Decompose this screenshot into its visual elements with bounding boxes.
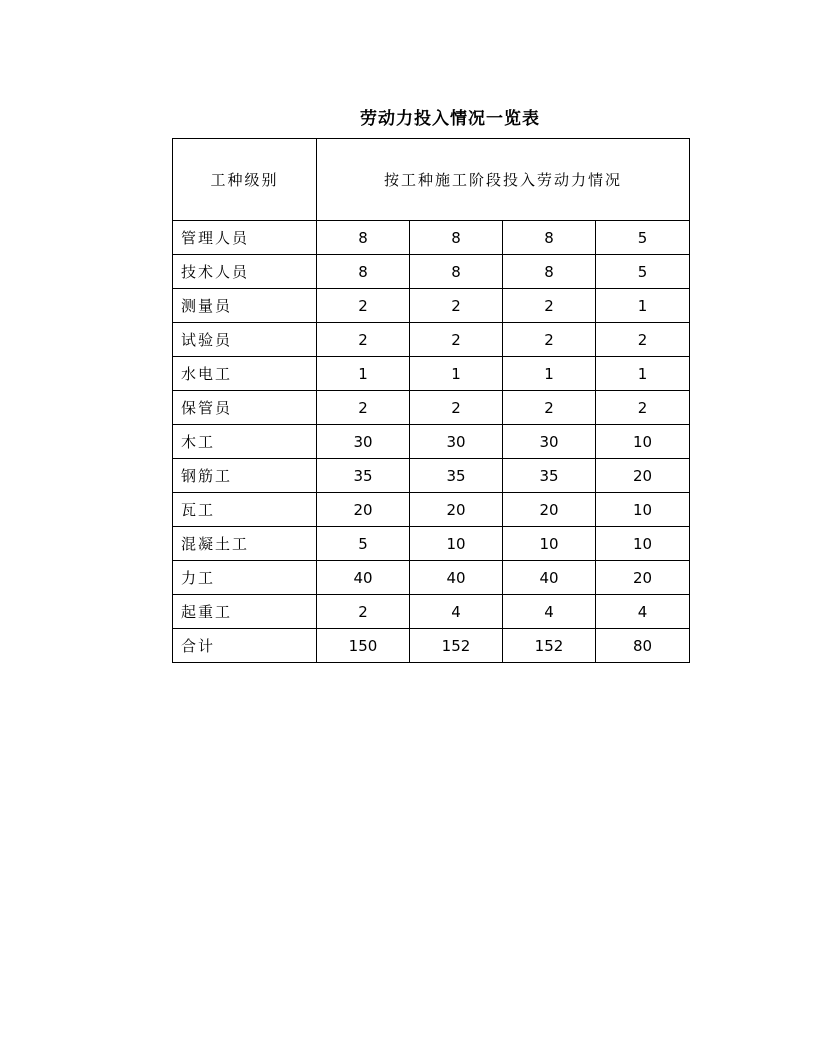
table-cell: 2: [410, 289, 503, 323]
table-cell: 40: [503, 561, 596, 595]
table-cell: 2: [317, 391, 410, 425]
table-cell: 150: [317, 629, 410, 663]
row-label: 管理人员: [173, 221, 317, 255]
row-label: 混凝土工: [173, 527, 317, 561]
table-cell: 10: [410, 527, 503, 561]
labor-table: [172, 138, 690, 663]
table-cell: 2: [503, 289, 596, 323]
row-label: 技术人员: [173, 255, 317, 289]
table-cell: 8: [503, 255, 596, 289]
table-cell: 4: [596, 595, 690, 629]
table-cell: 2: [317, 595, 410, 629]
table-row: [173, 493, 690, 527]
table-cell: 20: [410, 493, 503, 527]
table-cell: 40: [317, 561, 410, 595]
table-cell: 20: [596, 561, 690, 595]
table-row: [173, 255, 690, 289]
row-label: 水电工: [173, 357, 317, 391]
category-header: 工种级别: [173, 139, 317, 221]
table-cell: 1: [503, 357, 596, 391]
table-row: [173, 527, 690, 561]
table-cell: 35: [410, 459, 503, 493]
row-label: 木工: [173, 425, 317, 459]
table-cell: 10: [596, 527, 690, 561]
table-row: [173, 459, 690, 493]
row-label: 钢筋工: [173, 459, 317, 493]
table-row: [173, 629, 690, 663]
table-cell: 1: [596, 357, 690, 391]
table-cell: 40: [410, 561, 503, 595]
table-row: [173, 391, 690, 425]
table-cell: 5: [317, 527, 410, 561]
table-cell: 20: [596, 459, 690, 493]
table-cell: 30: [410, 425, 503, 459]
row-label: 瓦工: [173, 493, 317, 527]
table-cell: 1: [596, 289, 690, 323]
row-label: 合计: [173, 629, 317, 663]
table-cell: 5: [596, 221, 690, 255]
row-label: 力工: [173, 561, 317, 595]
table-row: [173, 289, 690, 323]
table-cell: 1: [410, 357, 503, 391]
stages-header: 按工种施工阶段投入劳动力情况: [317, 139, 690, 221]
table-cell: 2: [503, 391, 596, 425]
table-cell: 35: [317, 459, 410, 493]
table-cell: 10: [503, 527, 596, 561]
table-cell: 8: [317, 255, 410, 289]
table-cell: 8: [410, 221, 503, 255]
table-cell: 30: [503, 425, 596, 459]
table-header-row: [173, 139, 690, 221]
table-cell: 2: [596, 323, 690, 357]
table-cell: 2: [596, 391, 690, 425]
row-label: 试验员: [173, 323, 317, 357]
table-cell: 152: [410, 629, 503, 663]
table-cell: 2: [410, 391, 503, 425]
document-title: 劳动力投入情况一览表: [360, 109, 540, 129]
table-cell: 10: [596, 425, 690, 459]
row-label: 起重工: [173, 595, 317, 629]
table-cell: 2: [317, 323, 410, 357]
table-cell: 4: [410, 595, 503, 629]
table-row: [173, 561, 690, 595]
table-cell: 20: [503, 493, 596, 527]
row-label: 测量员: [173, 289, 317, 323]
row-label: 保管员: [173, 391, 317, 425]
table-row: [173, 425, 690, 459]
table-cell: 35: [503, 459, 596, 493]
table-cell: 2: [410, 323, 503, 357]
table-row: [173, 357, 690, 391]
table-cell: 10: [596, 493, 690, 527]
table-cell: 5: [596, 255, 690, 289]
table-cell: 4: [503, 595, 596, 629]
table-cell: 8: [503, 221, 596, 255]
table-cell: 152: [503, 629, 596, 663]
table-cell: 2: [503, 323, 596, 357]
table-cell: 8: [410, 255, 503, 289]
labor-table-body: [173, 139, 690, 663]
table-cell: 2: [317, 289, 410, 323]
table-cell: 1: [317, 357, 410, 391]
table-cell: 8: [317, 221, 410, 255]
table-cell: 30: [317, 425, 410, 459]
table-row: [173, 595, 690, 629]
table-row: [173, 221, 690, 255]
table-cell: 80: [596, 629, 690, 663]
table-row: [173, 323, 690, 357]
table-cell: 20: [317, 493, 410, 527]
